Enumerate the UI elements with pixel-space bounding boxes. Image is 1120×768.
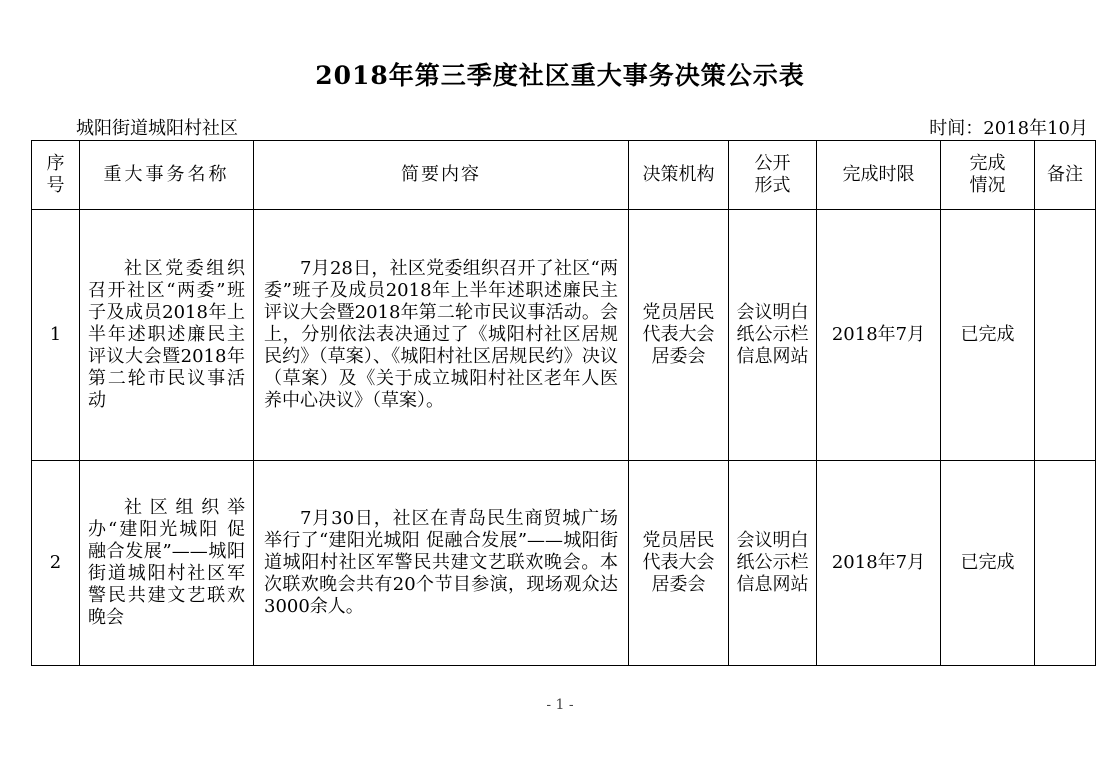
cell-remark [1035, 210, 1096, 461]
cell-name: 社区党委组织召开社区“两委”班子及成员2018年上半年述职述廉民主评议大会暨2018年第二轮市民议事活动 [80, 210, 254, 461]
header-seq: 序号 [32, 141, 80, 210]
decision-table [31, 140, 1096, 666]
table-header-row [32, 141, 1096, 210]
header-form: 公开形式 [729, 141, 817, 210]
cell-form: 会议明白纸公示栏信息网站 [729, 461, 817, 666]
cell-status: 已完成 [941, 210, 1035, 461]
table-row [32, 210, 1096, 461]
cell-seq: 1 [32, 210, 80, 461]
cell-content: 7月30日，社区在青岛民生商贸城广场举行了“建阳光城阳 促融合发展”——城阳街道城阳村社区军警民共建文艺联欢晚会。本次联欢晚会共有20个节目参演，现场观众达3000余人。 [254, 461, 629, 666]
cell-status: 已完成 [941, 461, 1035, 666]
header-name: 重大事务名称 [80, 141, 254, 210]
cell-body: 党员居民代表大会居委会 [629, 210, 729, 461]
cell-body: 党员居民代表大会居委会 [629, 461, 729, 666]
header-content: 简要内容 [254, 141, 629, 210]
header-deadline: 完成时限 [817, 141, 941, 210]
table-row [32, 461, 1096, 666]
header-body: 决策机构 [629, 141, 729, 210]
cell-deadline: 2018年7月 [817, 461, 941, 666]
cell-name: 社区组织举办“建阳光城阳 促融合发展”——城阳街道城阳村社区军警民共建文艺联欢晚会 [80, 461, 254, 666]
header-status: 完成情况 [941, 141, 1035, 210]
organization-label: 城阳街道城阳村社区 [76, 118, 238, 139]
cell-remark [1035, 461, 1096, 666]
cell-form: 会议明白纸公示栏信息网站 [729, 210, 817, 461]
page-title: 2018年第三季度社区重大事务决策公示表 [315, 61, 805, 90]
cell-deadline: 2018年7月 [817, 210, 941, 461]
cell-seq: 2 [32, 461, 80, 666]
header-remark: 备注 [1035, 141, 1096, 210]
cell-content: 7月28日，社区党委组织召开了社区“两委”班子及成员2018年上半年述职述廉民主评议大会暨2018年第二轮市民议事活动。会上，分别依法表决通过了《城阳村社区居规民约》（草案）、《城阳村社区居规民约》决议（草案）及《关于成立城阳村社区老年人医养中心决议》（草案）。 [254, 210, 629, 461]
date-label: 时间：2018年10月 [929, 118, 1088, 139]
page-number: - 1 - [546, 697, 574, 713]
